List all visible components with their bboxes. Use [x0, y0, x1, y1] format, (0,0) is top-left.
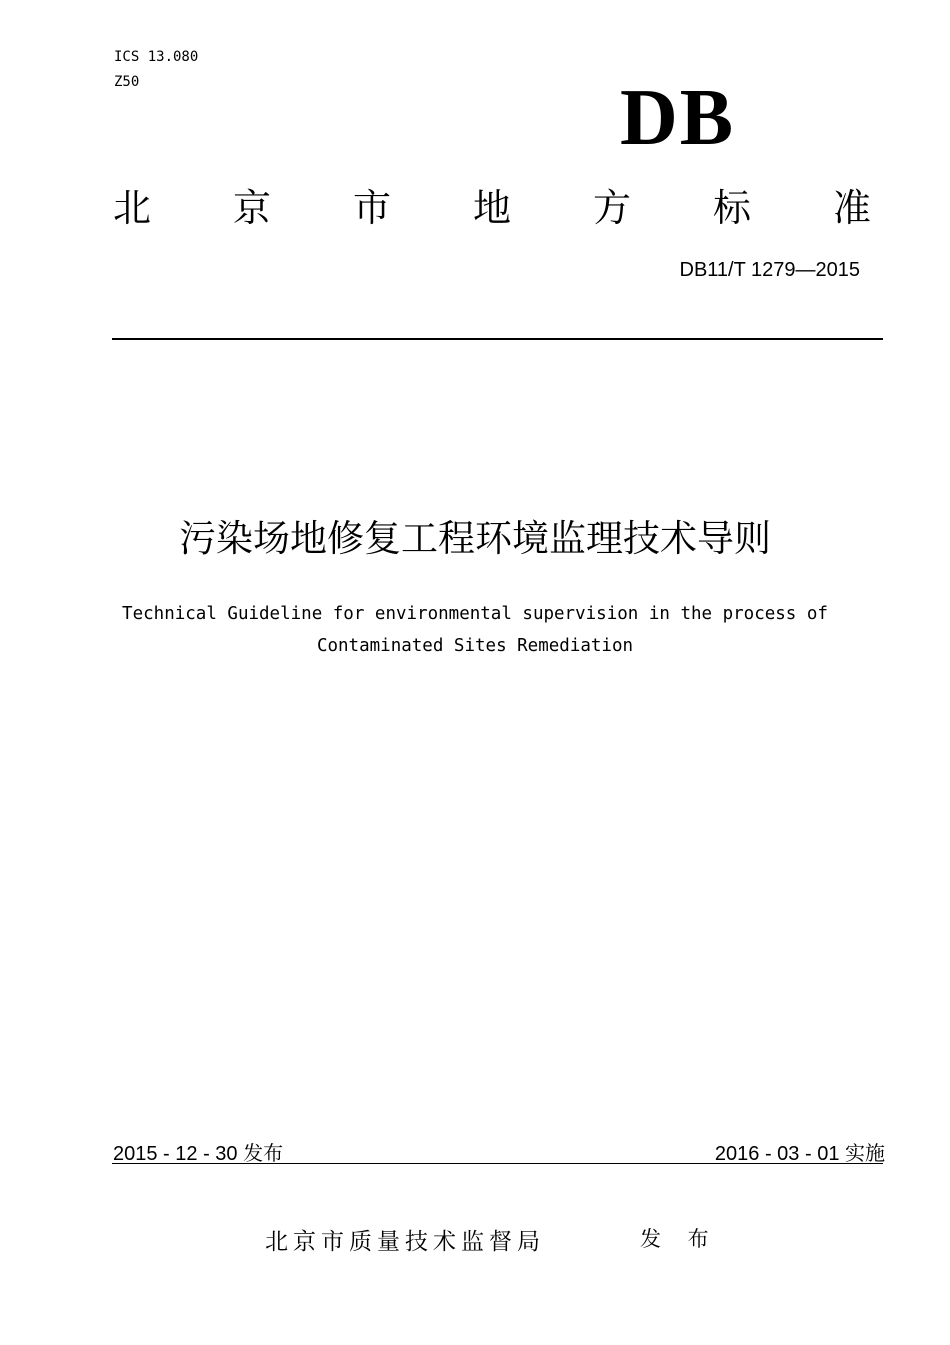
standard-type-char: 方 [592, 186, 631, 230]
document-title-en-line: Technical Guideline for environmental supervision in the process of [122, 604, 828, 624]
top-divider [112, 338, 883, 340]
standard-type-char: 北 [112, 186, 151, 230]
publish-label: 发 布 [640, 1227, 719, 1251]
standard-type-char: 标 [712, 186, 751, 230]
standard-type-heading [112, 184, 872, 232]
implementation-date: 2016 - 03 - 01 实施 [714, 1143, 885, 1165]
issue-date: 2015 - 12 - 30 发布 [113, 1143, 284, 1165]
standard-type-char: 京 [232, 186, 271, 230]
standard-number: DB11/T 1279—2015 [679, 259, 860, 281]
db-logo: DB [620, 74, 736, 162]
document-title-en [0, 598, 950, 662]
ics-code: ICS 13.080 [114, 49, 199, 65]
standard-type-char: 市 [352, 186, 391, 230]
ccs-code: Z50 [114, 74, 140, 90]
document-title-zh: 污染场地修复工程环境监理技术导则 [179, 517, 771, 560]
document-title-en-line: Contaminated Sites Remediation [316, 636, 634, 656]
publisher-name: 北京市质量技术监督局 [265, 1229, 545, 1255]
standard-type-char: 地 [472, 186, 511, 230]
standard-type-char: 准 [832, 186, 871, 230]
bottom-divider [112, 1163, 883, 1164]
